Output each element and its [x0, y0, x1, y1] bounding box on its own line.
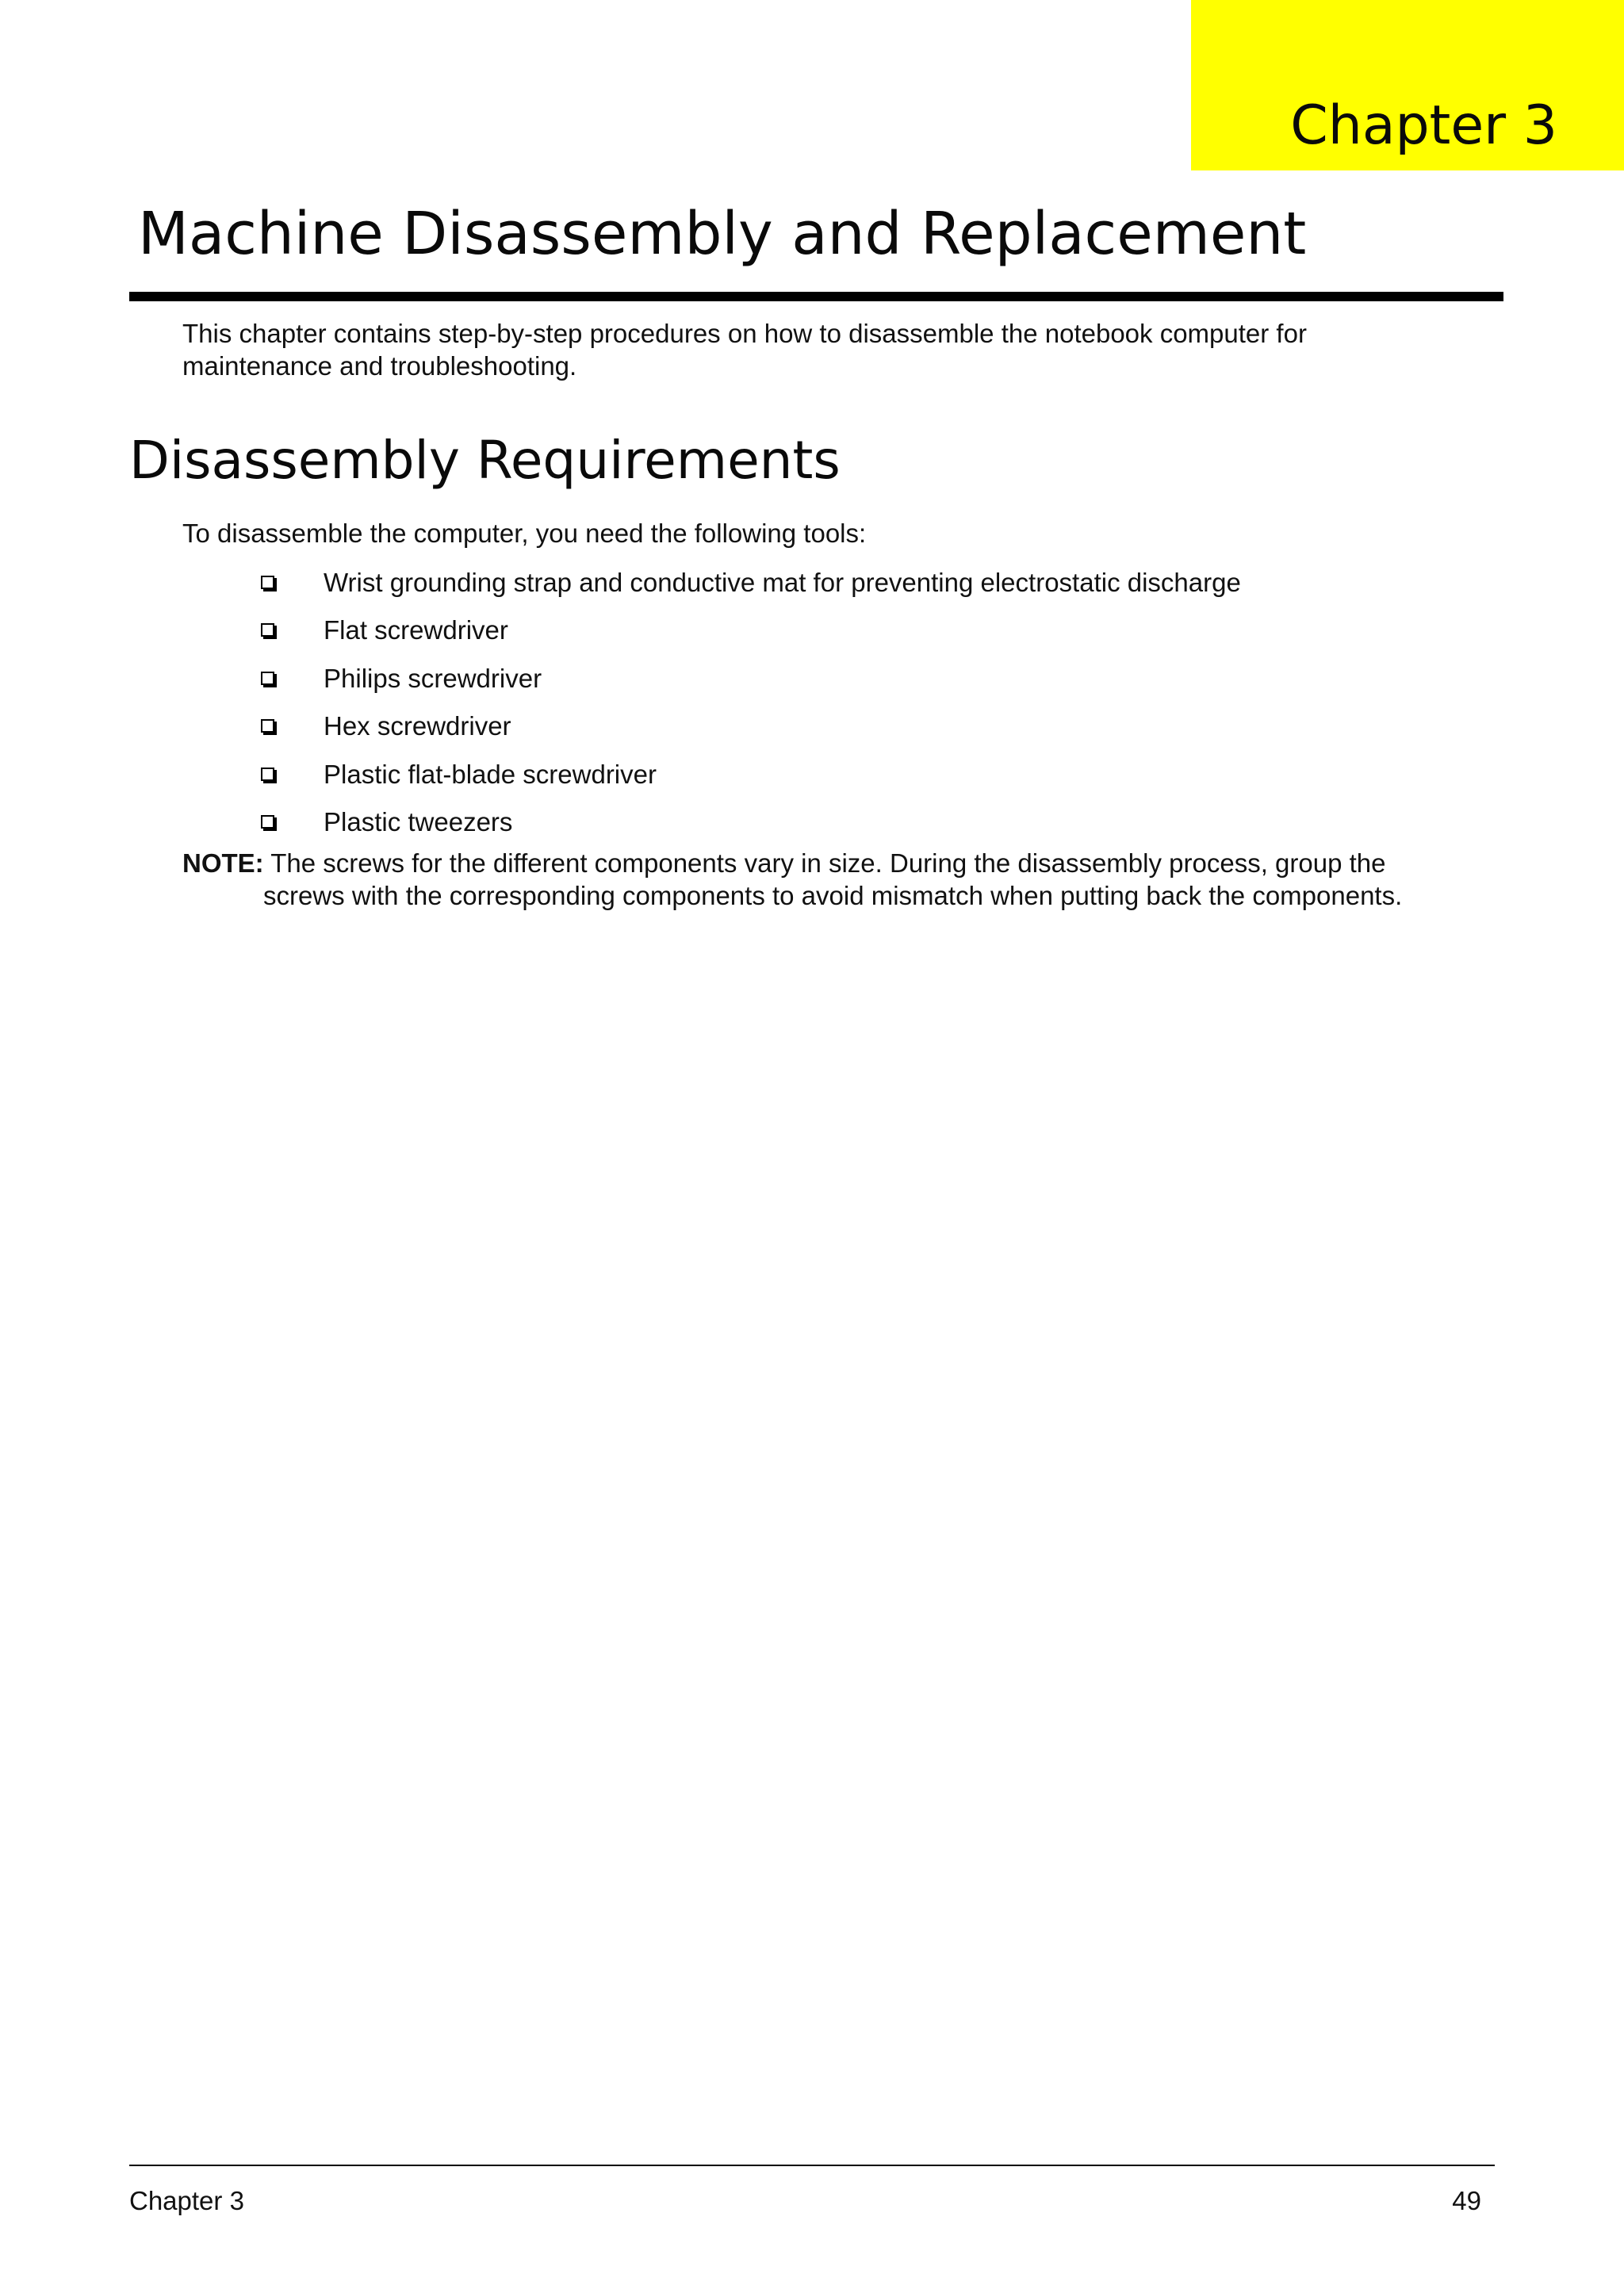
tool-label: Flat screwdriver — [324, 615, 508, 645]
page-title: Machine Disassembly and Replacement — [138, 200, 1307, 268]
section-heading: Disassembly Requirements — [129, 430, 841, 491]
note-line-2: screws with the corresponding components to avoid mismatch when putting back the components. — [263, 881, 1403, 910]
chapter-tab-label: Chapter 3 — [1290, 94, 1557, 157]
intro-paragraph — [182, 317, 1435, 382]
checkbox-icon — [261, 576, 274, 589]
list-item — [0, 758, 1624, 806]
tools-intro: To disassemble the computer, you need the following tools: — [182, 519, 867, 548]
intro-line-2: maintenance and troubleshooting. — [182, 351, 577, 381]
tool-label: Philips screwdriver — [324, 663, 542, 693]
page-number: 49 — [1452, 2186, 1481, 2215]
checkbox-icon — [261, 768, 274, 781]
tool-label: Hex screwdriver — [324, 711, 511, 741]
tool-label: Wrist grounding strap and conductive mat for preventing electrostatic discharge — [324, 568, 1241, 597]
footer-divider — [129, 2165, 1495, 2166]
note-line-1: The screws for the different components vary in size. During the disassembly process, group the — [270, 848, 1386, 878]
title-divider — [129, 292, 1503, 301]
tool-list — [0, 566, 1624, 853]
list-item — [0, 662, 1624, 710]
list-item — [0, 566, 1624, 614]
tool-label: Plastic tweezers — [324, 806, 513, 836]
chapter-tab — [1191, 0, 1624, 170]
note-label: NOTE: — [182, 848, 264, 878]
checkbox-icon — [261, 815, 274, 829]
checkbox-icon — [261, 672, 274, 685]
list-item — [0, 710, 1624, 757]
checkbox-icon — [261, 719, 274, 733]
checkbox-icon — [261, 623, 274, 637]
list-item — [0, 614, 1624, 661]
tool-label: Plastic flat-blade screwdriver — [324, 759, 657, 789]
footer-chapter-label: Chapter 3 — [129, 2186, 244, 2215]
note — [182, 847, 1530, 912]
intro-line-1: This chapter contains step-by-step procedures on how to disassemble the notebook computer for — [182, 319, 1307, 348]
